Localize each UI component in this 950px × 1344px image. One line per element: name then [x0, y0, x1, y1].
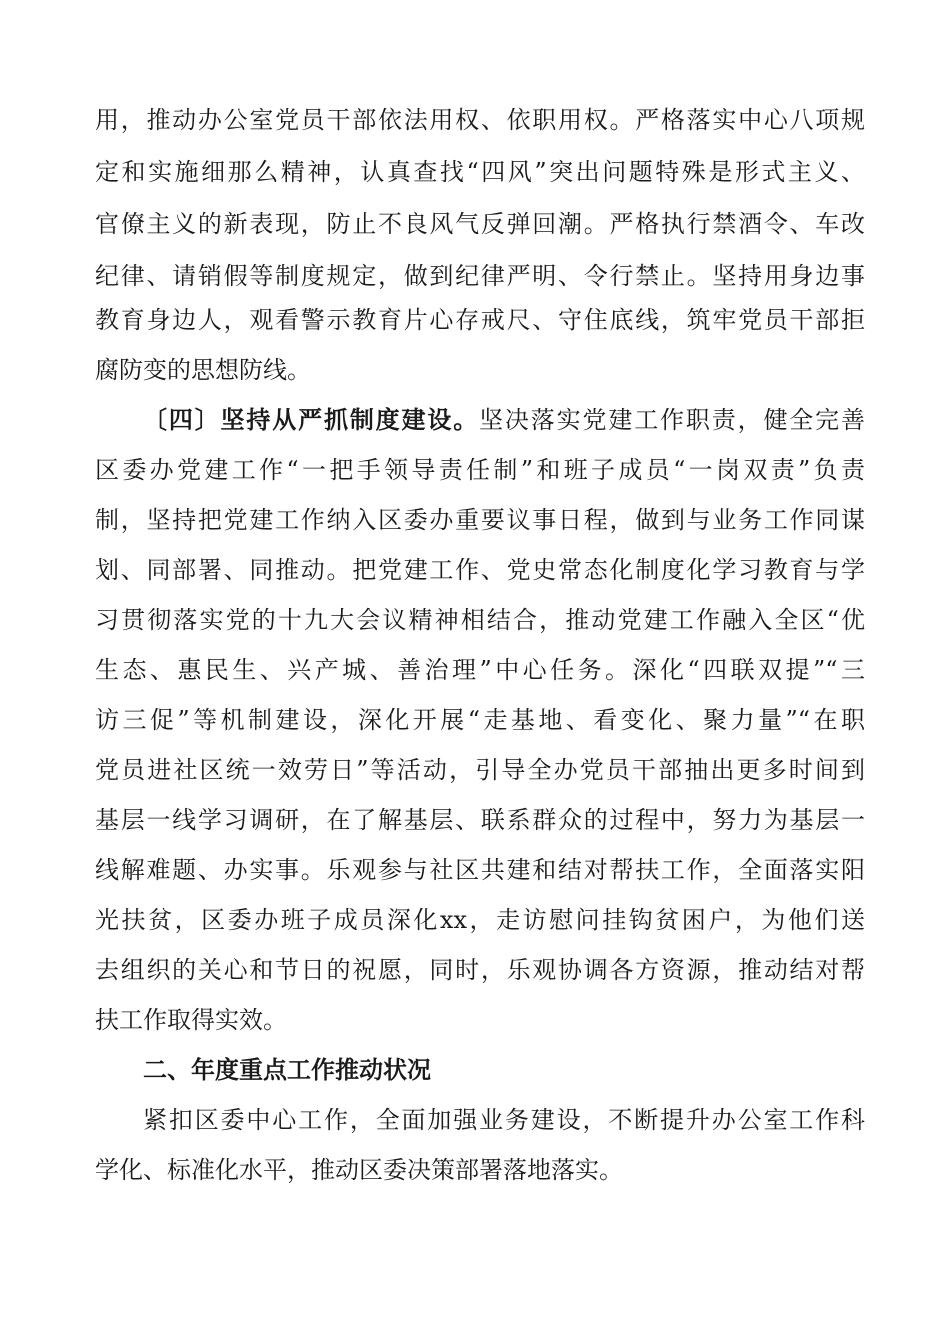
- paragraph-line: 官僚主义的新表现，防止不良风气反弹回潮。严格执行禁酒令、车改: [95, 210, 865, 238]
- paragraph-line: 线解难题、办实事。乐观参与社区共建和结对帮扶工作，全面落实阳: [95, 856, 865, 884]
- paragraph-line: 划、同部署、同推动。把党建工作、党史常态化制度化学习教育与学: [95, 556, 865, 584]
- paragraph-line: 用，推动办公室党员干部依法用权、依职用权。严格落实中心八项规: [95, 106, 865, 134]
- paragraph-line: 访三促”等机制建设，深化开展“走基地、看变化、聚力量”“在职: [95, 706, 865, 734]
- paragraph-line: 定和实施细那么精神，认真查找“四风”突出问题特殊是形式主义、: [95, 158, 865, 186]
- paragraph-text: 坚决落实党建工作职责，健全完善: [479, 406, 866, 434]
- paragraph-line: 腐防变的思想防线。: [95, 356, 311, 384]
- paragraph-line: 去组织的关心和节日的祝愿，同时，乐观协调各方资源，推动结对帮: [95, 956, 865, 984]
- paragraph-line: 生态、惠民生、兴产城、善治理”中心任务。深化“四联双提”“三: [95, 656, 865, 684]
- paragraph-line: 扶工作取得实效。: [95, 1006, 287, 1034]
- paragraph-first-line: [143, 400, 865, 440]
- section-heading: 二、年度重点工作推动状况: [143, 1056, 431, 1084]
- paragraph-line: 紧扣区委中心工作，全面加强业务建设，不断提升办公室工作科: [143, 1106, 865, 1134]
- paragraph-line: 制，坚持把党建工作纳入区委办重要议事日程，做到与业务工作同谋: [95, 506, 865, 534]
- paragraph-line: 党员进社区统一效劳日”等活动，引导全办党员干部抽出更多时间到: [95, 756, 865, 784]
- paragraph-line: 习贯彻落实党的十九大会议精神相结合，推动党建工作融入全区“优: [95, 606, 865, 634]
- paragraph-line: 纪律、请销假等制度规定，做到纪律严明、令行禁止。坚持用身边事: [95, 262, 865, 290]
- paragraph-line: 光扶贫，区委办班子成员深化xx，走访慰问挂钩贫困户，为他们送: [95, 906, 865, 934]
- paragraph-line: 基层一线学习调研，在了解基层、联系群众的过程中，努力为基层一: [95, 806, 865, 834]
- paragraph-line: 区委办党建工作“一把手领导责任制”和班子成员“一岗双责”负责: [95, 456, 865, 484]
- paragraph-line: 教育身边人，观看警示教育片心存戒尺、守住底线，筑牢党员干部拒: [95, 306, 865, 334]
- paragraph-line: 学化、标准化水平，推动区委决策部署落地落实。: [95, 1156, 623, 1184]
- section-lead-bold: 〔四〕坚持从严抓制度建设。: [143, 406, 480, 434]
